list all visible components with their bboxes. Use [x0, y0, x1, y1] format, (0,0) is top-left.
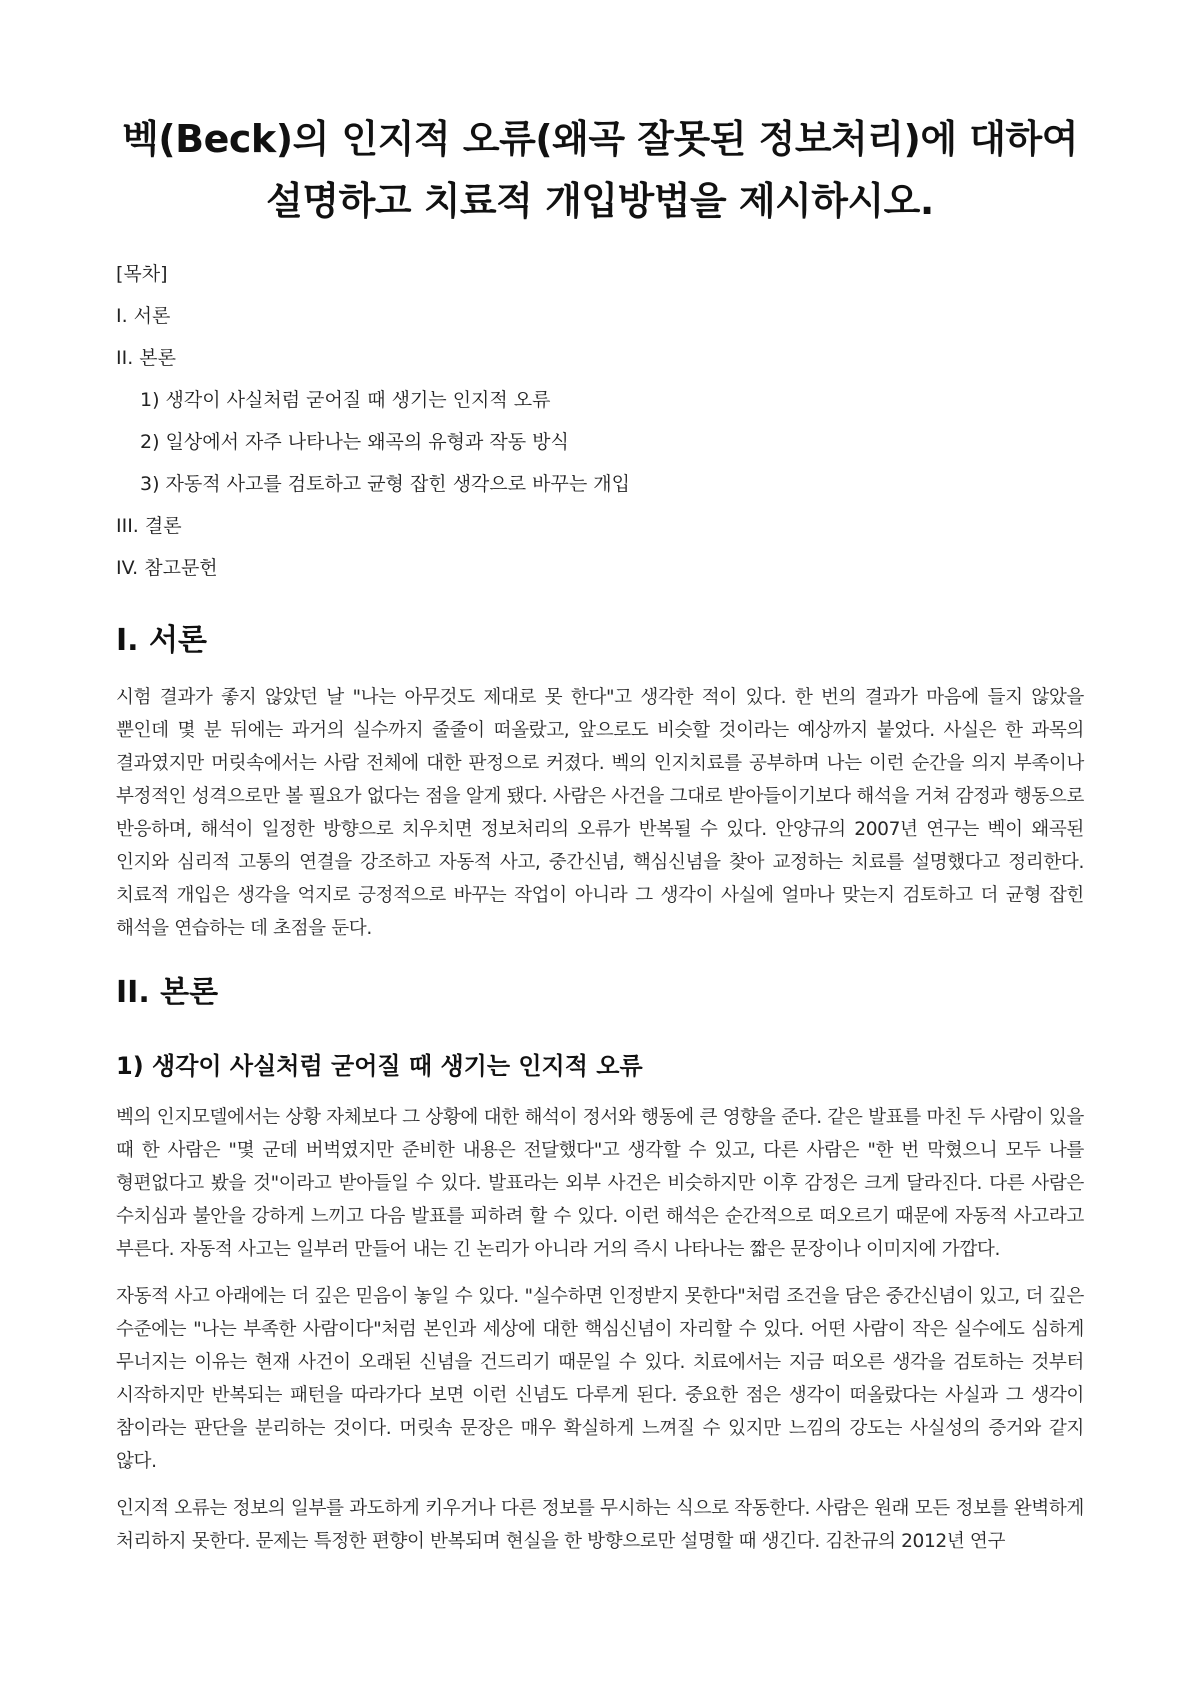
- toc-subitem-3: 3) 자동적 사고를 검토하고 균형 잡힌 생각으로 바꾸는 개입: [140, 473, 630, 495]
- body-paragraph-1: 벡의 인지모델에서는 상황 자체보다 그 상황에 대한 해석이 정서와 행동에 큰 영향을 준다. 같은 발표를 마친 두 사람이 있을 때 한 사람은 "몇 군데 버벅였지만 준비한 내용은 전달했다"고 생각할 수 있고, 다른 사람은 "한 번 막혔으니 모두 나를 형편없다고 봤을 것"이라고 받아들일 수 있다. 발표라는 외부 사건은 비슷하지만 이후 감정은 크게 달라진다. 다른 사람은 수치심과 불안을 강하게 느끼고 다음 발표를 피하려 할 수 있다. 이런 해석은 순간적으로 떠오르기 때문에 자동적 사고라고 부른다. 자동적 사고는 일부러 만들어 내는 긴 논리가 아니라 거의 즉시 나타나는 짧은 문장이나 이미지에 가깝다.: [116, 1107, 1084, 1260]
- body-paragraph-3: 인지적 오류는 정보의 일부를 과도하게 키우거나 다른 정보를 무시하는 식으로 작동한다. 사람은 원래 모든 정보를 완벽하게 처리하지 못한다. 문제는 특정한 편향이 반복되며 현실을 한 방향으로만 설명할 때 생긴다. 김찬규의 2012년 연구: [116, 1498, 1084, 1552]
- section-heading-body: II. 본론: [116, 975, 219, 1010]
- toc-item-references: IV. 참고문헌: [116, 557, 218, 579]
- toc-subitem-1: 1) 생각이 사실처럼 굳어질 때 생기는 인지적 오류: [140, 389, 551, 411]
- body-paragraph-2: 자동적 사고 아래에는 더 깊은 믿음이 놓일 수 있다. "실수하면 인정받지 못한다"처럼 조건을 담은 중간신념이 있고, 더 깊은 수준에는 "나는 부족한 사람이다"처럼 본인과 세상에 대한 핵심신념이 자리할 수 있다. 어떤 사람이 작은 실수에도 심하게 무너지는 이유는 현재 사건이 오래된 신념을 건드리기 때문일 수 있다. 치료에서는 지금 떠오른 생각을 검토하는 것부터 시작하지만 반복되는 패턴을 따라가다 보면 이런 신념도 다루게 된다. 중요한 점은 생각이 떠올랐다는 사실과 그 생각이 참이라는 판단을 분리하는 것이다. 머릿속 문장은 매우 확실하게 느껴질 수 있지만 느낌의 강도는 사실성의 증거와 같지 않다.: [116, 1286, 1084, 1472]
- document-title: 벡(Beck)의 인지적 오류(왜곡 잘못된 정보처리)에 대하여 설명하고 치료적 개입방법을 제시하시오.: [122, 117, 1078, 223]
- toc-subitem-2: 2) 일상에서 자주 나타나는 왜곡의 유형과 작동 방식: [140, 431, 569, 453]
- introduction-paragraph: 시험 결과가 좋지 않았던 날 "나는 아무것도 제대로 못 한다"고 생각한 적이 있다. 한 번의 결과가 마음에 들지 않았을 뿐인데 몇 분 뒤에는 과거의 실수까지 줄줄이 떠올랐고, 앞으로도 비슷할 것이라는 예상까지 붙었다. 사실은 한 과목의 결과였지만 머릿속에서는 사람 전체에 대한 판정으로 커졌다. 벡의 인지치료를 공부하며 나는 이런 순간을 의지 부족이나 부정적인 성격으로만 볼 필요가 없다는 점을 알게 됐다. 사람은 사건을 그대로 받아들이기보다 해석을 거쳐 감정과 행동으로 반응하며, 해석이 일정한 방향으로 치우치면 정보처리의 오류가 반복될 수 있다. 안양규의 2007년 연구는 벡이 왜곡된 인지와 심리적 고통의 연결을 강조하고 자동적 사고, 중간신념, 핵심신념을 찾아 교정하는 치료를 설명했다고 정리한다. 치료적 개입은 생각을 억지로 긍정적으로 바꾸는 작업이 아니라 그 생각이 사실에 얼마나 맞는지 검토하고 더 균형 잡힌 해석을 연습하는 데 초점을 둔다.: [116, 687, 1084, 939]
- table-of-contents: [116, 262, 1084, 581]
- toc-label: [목차]: [116, 263, 168, 285]
- subsection-heading-1: 1) 생각이 사실처럼 굳어질 때 생기는 인지적 오류: [116, 1052, 643, 1080]
- toc-item-introduction: I. 서론: [116, 305, 171, 327]
- toc-item-body: II. 본론: [116, 347, 176, 369]
- toc-item-conclusion: III. 결론: [116, 515, 182, 537]
- section-heading-introduction: I. 서론: [116, 623, 207, 658]
